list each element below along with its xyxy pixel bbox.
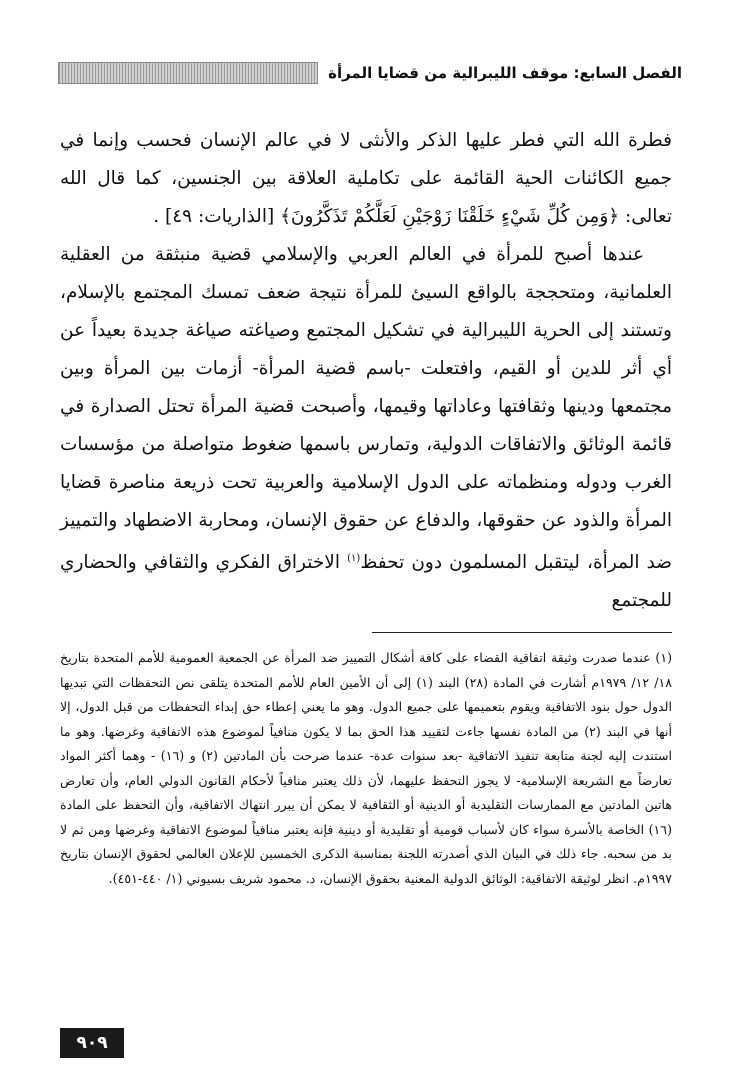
quran-verse: ﴿وَمِن كُلِّ شَيْءٍ خَلَقْنَا زَوْجَيْنِ لَعَلَّكُمْ تَذَكَّرُونَ﴾ xyxy=(280,206,620,227)
header-decorative-bar xyxy=(58,62,318,84)
running-header xyxy=(58,58,682,88)
main-text xyxy=(60,122,672,620)
footnote-separator xyxy=(372,632,672,633)
paragraph-1-text: فطرة الله التي فطر عليها الذكر والأنثى لا في عالم الإنسان فحسب وإنما في جميع الكائنات الحية القائمة على تكاملية العلاقة بين الجنسين، كما قال الله تعالى: xyxy=(60,130,672,227)
paragraph-2-text: عندها أصبح للمرأة في العالم العربي والإسلامي قضية منبثقة من العقلية العلمانية، ومتحججة بالواقع السيئ للمرأة نتيجة ضعف تمسك المجتمع بالإسلام، وتستند إلى الحرية الليبرالية في تشكيل المجتمع وصياغته صياغة جديدة بعيداً عن أي أثر للدين أو القيم، وافتعلت -باسم قضية المرأة- أزمات بين المرأة وبين مجتمعها ودينها وثقافتها وعاداتها وقيمها، وأصبحت قضية المرأة تحتل الصدارة في قائمة الوثائق والاتفاقات الدولية، وتمارس باسمها ضغوط متواصلة من مؤسسات الغرب ودوله ومنظماته على الدول الإسلامية والعربية تحت ذريعة مناصرة قضايا المرأة والذود عن حقوقها، والدفاع عن حقوق الإنسان، ومحاربة الاضطهاد والتمييز ضد المرأة، ليتقبل المسلمون دون تحفظ xyxy=(60,244,672,574)
paragraph-2 xyxy=(60,236,672,620)
paragraph-1 xyxy=(60,122,672,236)
paragraph-2-tail: الاختراق الفكري والثقافي والحضاري للمجتمع xyxy=(60,552,672,612)
chapter-title: الفصل السابع: موقف الليبرالية من قضايا المرأة xyxy=(328,64,682,82)
footnote-marker[interactable]: (١) xyxy=(347,553,361,564)
footnote-text: (١) عندما صدرت وثيقة اتفاقية القضاء على كافة أشكال التمييز ضد المرأة عن الجمعية العمومية للأمم المتحدة بتاريخ ١٨/ ١٢/ ١٩٧٩م أشارت في المادة (٢٨) البند (١) إلى أن الأمين العام للأمم المتحدة يتلقى نص التحفظات التي تبديها الدول حول بنود الاتفاقية ويقوم بتعميمها على جميع الدول. وهو ما يعني إعطاء حق إبداء التحفظات من قبل الدول، إلا أنها في البند (٢) من المادة نفسها جاءت لتقييد هذا الحق بما لا يكون منافياً لموضوع هذه الاتفاقية وغرضها. وهو ما استندت إليه لجنة متابعة تنفيذ الاتفاقية -بعد سنوات عدة- عندما صرحت بأن المادتين (٢) و (١٦) - وهما أكثر المواد تعارضاً مع الشريعة الإسلامية- لا يجوز التحفظ عليهما، لأن ذلك يعتبر منافياً لأحكام القانون الدولي العام، وأن تعارض هاتين المادتين مع الممارسات التقليدية أو الدينية أو الثقافية لا يمكن أن يبرر انتهاك الاتفاقية، وأن التحفظ على المادة (١٦) الخاصة بالأسرة سواء كان لأسباب قومية أو تقليدية أو دينية فإنه يعتبر منافياً لموضوع الاتفاقية وغرضها ومن ثم لا بد من سحبه. جاء ذلك في البيان الذي أصدرته اللجنة بمناسبة الذكرى الخمسين للإعلان العالمي لحقوق الإنسان بتاريخ ١٩٩٧م. انظر لوثيقة الاتفاقية: الوثائق الدولية المعنية بحقوق الإنسان، د. محمود شريف بسيوني (١/ ٤٤٠-٤٥١). xyxy=(60,650,672,886)
page-number: ٩٠٩ xyxy=(60,1028,124,1058)
footnote xyxy=(60,646,672,891)
verse-reference: [الذاريات: ٤٩] . xyxy=(153,206,281,227)
